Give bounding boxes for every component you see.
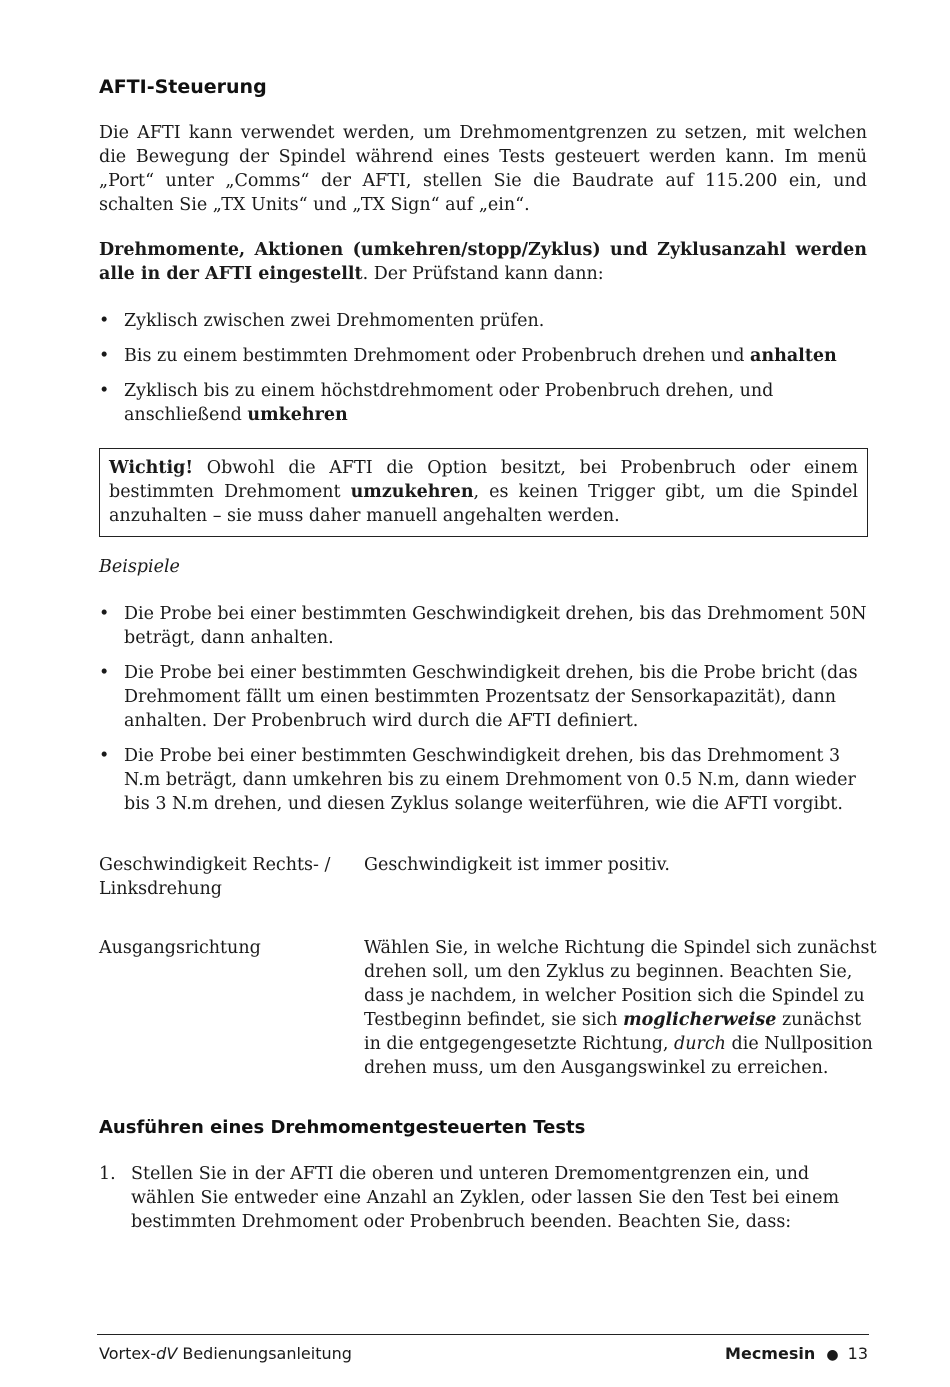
page-number: 13 <box>847 1344 868 1363</box>
note-label: Wichtig! <box>109 458 194 478</box>
list-item-text: Die Probe bei einer bestimmten Geschwindigkeit drehen, bis die Probe bricht (das Drehmoment fällt um einen bestimmten Prozentsatz der Sensorkapazität), dann anhalten. Der Probenbruch wird durch die AFTI definiert. <box>124 663 858 731</box>
footer-divider <box>97 1334 869 1335</box>
capability-list <box>99 309 867 427</box>
list-item <box>99 602 867 650</box>
note-text-2: , es keinen Trigger gibt, um die Spindel anzuhalten – sie muss daher manuell angehalten werden. <box>109 482 858 526</box>
section-heading-afti: AFTI-Steuerung <box>99 76 267 98</box>
list-item-text: Bis zu einem bestimmten Drehmoment oder Probenbruch drehen und <box>124 346 751 366</box>
definition-text: zunächst in die entgegengesetzte Richtung, <box>364 1010 862 1054</box>
examples-list <box>99 602 867 816</box>
list-item-text: Zyklisch bis zu einem höchstdrehmoment oder Probenbruch drehen, und anschließend <box>124 381 774 425</box>
definition-bold-italic: moglicherweise <box>623 1010 777 1030</box>
step-text: Stellen Sie in der AFTI die oberen und unteren Dremomentgrenzen ein, und wählen Sie entweder eine Anzahl an Zyklen, oder lassen Sie den Test bei einem bestimmten Drehmoment oder Probenbruch beenden. Beachten Sie, dass: <box>131 1164 840 1232</box>
definition-text: Wählen Sie, in welche Richtung die Spindel sich zunächst drehen soll, um den Zyklus zu beginnen. Beachten Sie, dass je nachdem, in welcher Position sich die Spindel zu Testbeginn befindet, sie sich <box>364 938 877 1030</box>
lead-rest-text: . Der Prüfstand kann dann: <box>362 264 604 284</box>
bullet-icon: • <box>99 381 110 401</box>
intro-paragraph: Die AFTI kann verwendet werden, um Drehmomentgrenzen zu setzen, mit welchen die Bewegung der Spindel während eines Tests gesteuert werden kann. Im menü „Port“ unter „Comms“ der AFTI, stellen Sie die Baudrate auf 115.200 ein, und schalten Sie „TX Units“ und „TX Sign“ auf „ein“. <box>99 123 867 215</box>
definition-italic: durch <box>674 1034 726 1054</box>
brand-logo: Mecmesin <box>725 1344 816 1363</box>
footer-title-italic: dV <box>156 1344 178 1363</box>
footer-document-title <box>99 1344 352 1363</box>
bullet-icon: • <box>99 746 110 766</box>
examples-label: Beispiele <box>99 557 180 577</box>
footer-brand-page <box>725 1344 868 1363</box>
definition-direction <box>364 936 880 1080</box>
list-item-text: Die Probe bei einer bestimmten Geschwindigkeit drehen, bis das Drehmoment 3 N.m beträgt, dann umkehren bis zu einem Drehmoment von 0.5 N.m, dann wieder bis 3 N.m drehen, und diesen Zyklus solange weiterführen, wie die AFTI vorgibt. <box>124 746 856 814</box>
list-item-text: Zyklisch zwischen zwei Drehmomenten prüfen. <box>124 311 545 331</box>
list-item <box>99 344 867 368</box>
footer-bullet-icon: ● <box>826 1347 839 1363</box>
definition-term-direction: Ausgangsrichtung <box>99 938 261 958</box>
section-heading-test: Ausführen eines Drehmomentgesteuerten Tests <box>99 1117 586 1138</box>
footer-title-part: Bedienungsanleitung <box>177 1344 352 1363</box>
definition-text: die Nullposition drehen muss, um den Ausgangswinkel zu erreichen. <box>364 1034 873 1078</box>
bullet-icon: • <box>99 663 110 683</box>
lead-bold-text: Drehmomente, Aktionen (umkehren/stopp/Zyklus) und Zyklusanzahl werden alle in der AFTI eingestellt <box>99 240 867 284</box>
list-item-bold: umkehren <box>247 405 348 425</box>
definition-term-speed: Geschwindigkeit Rechts- / Linksdrehung <box>99 855 331 899</box>
step-number: 1. <box>99 1164 116 1184</box>
list-item <box>99 744 867 816</box>
bullet-icon: • <box>99 346 110 366</box>
important-note-box <box>99 448 868 537</box>
list-item <box>99 661 867 733</box>
footer-title-part: Vortex- <box>99 1344 157 1363</box>
list-item <box>99 309 867 333</box>
bullet-icon: • <box>99 311 110 331</box>
note-text-1: Obwohl die AFTI die Option besitzt, bei Probenbruch oder einem bestimmten Drehmoment <box>109 458 858 502</box>
list-item <box>99 379 867 427</box>
list-item-text: Die Probe bei einer bestimmten Geschwindigkeit drehen, bis das Drehmoment 50N beträgt, dann anhalten. <box>124 604 867 648</box>
definition-speed: Geschwindigkeit ist immer positiv. <box>364 855 670 875</box>
bullet-icon: • <box>99 604 110 624</box>
note-bold: umzukehren <box>350 482 474 502</box>
list-item-bold: anhalten <box>750 346 837 366</box>
lead-paragraph <box>99 238 867 286</box>
